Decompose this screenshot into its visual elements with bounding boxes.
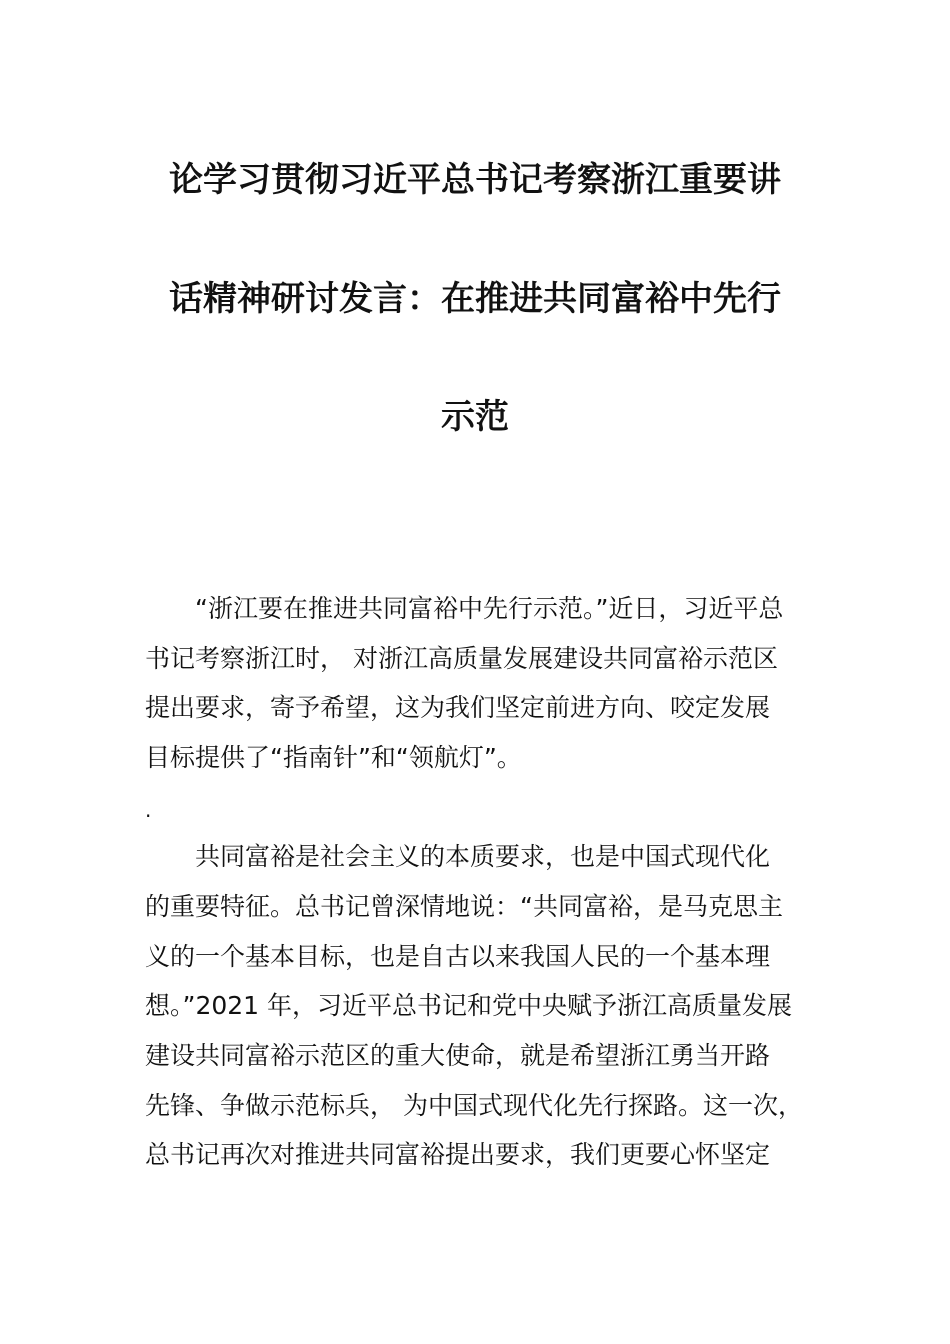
paragraph-2-line-1: 共同富裕是社会主义的本质要求，也是中国式现代化 [195,842,771,871]
paragraph-1-line-1: “浙江要在推进共同富裕中先行示范。”近日，习近平总 [195,594,784,623]
paragraph-2-line-3: 义的一个基本目标，也是自古以来我国人民的一个基本理 [145,942,771,971]
paragraph-2-line-4: 想。”2021 年，习近平总书记和党中央赋予浙江高质量发展 [145,991,793,1020]
paragraph-2-line-2: 的重要特征。总书记曾深情地说：“共同富裕，是马克思主 [145,892,783,921]
paragraph-2-line-6: 先锋、争做示范标兵， 为中国式现代化先行探路。这一次， [145,1091,803,1120]
paragraph-2-line-7: 总书记再次对推进共同富裕提出要求，我们更要心怀坚定 [145,1140,771,1169]
title-line-1: 论学习贯彻习近平总书记考察浙江重要讲 [169,160,781,200]
title-line-2: 话精神研讨发言：在推进共同富裕中先行 [169,279,781,319]
paragraph-2-line-5: 建设共同富裕示范区的重大使命，就是希望浙江勇当开路 [145,1041,771,1070]
paragraph-1-line-4: 目标提供了“指南针”和“领航灯”。 [145,743,522,772]
paragraph-1-line-2: 书记考察浙江时， 对浙江高质量发展建设共同富裕示范区 [145,644,778,673]
paragraph-1-line-3: 提出要求，寄予希望，这为我们坚定前进方向、咬定发展 [145,693,771,722]
separator-dot: . [145,798,152,822]
title-line-3: 示范 [441,397,509,437]
